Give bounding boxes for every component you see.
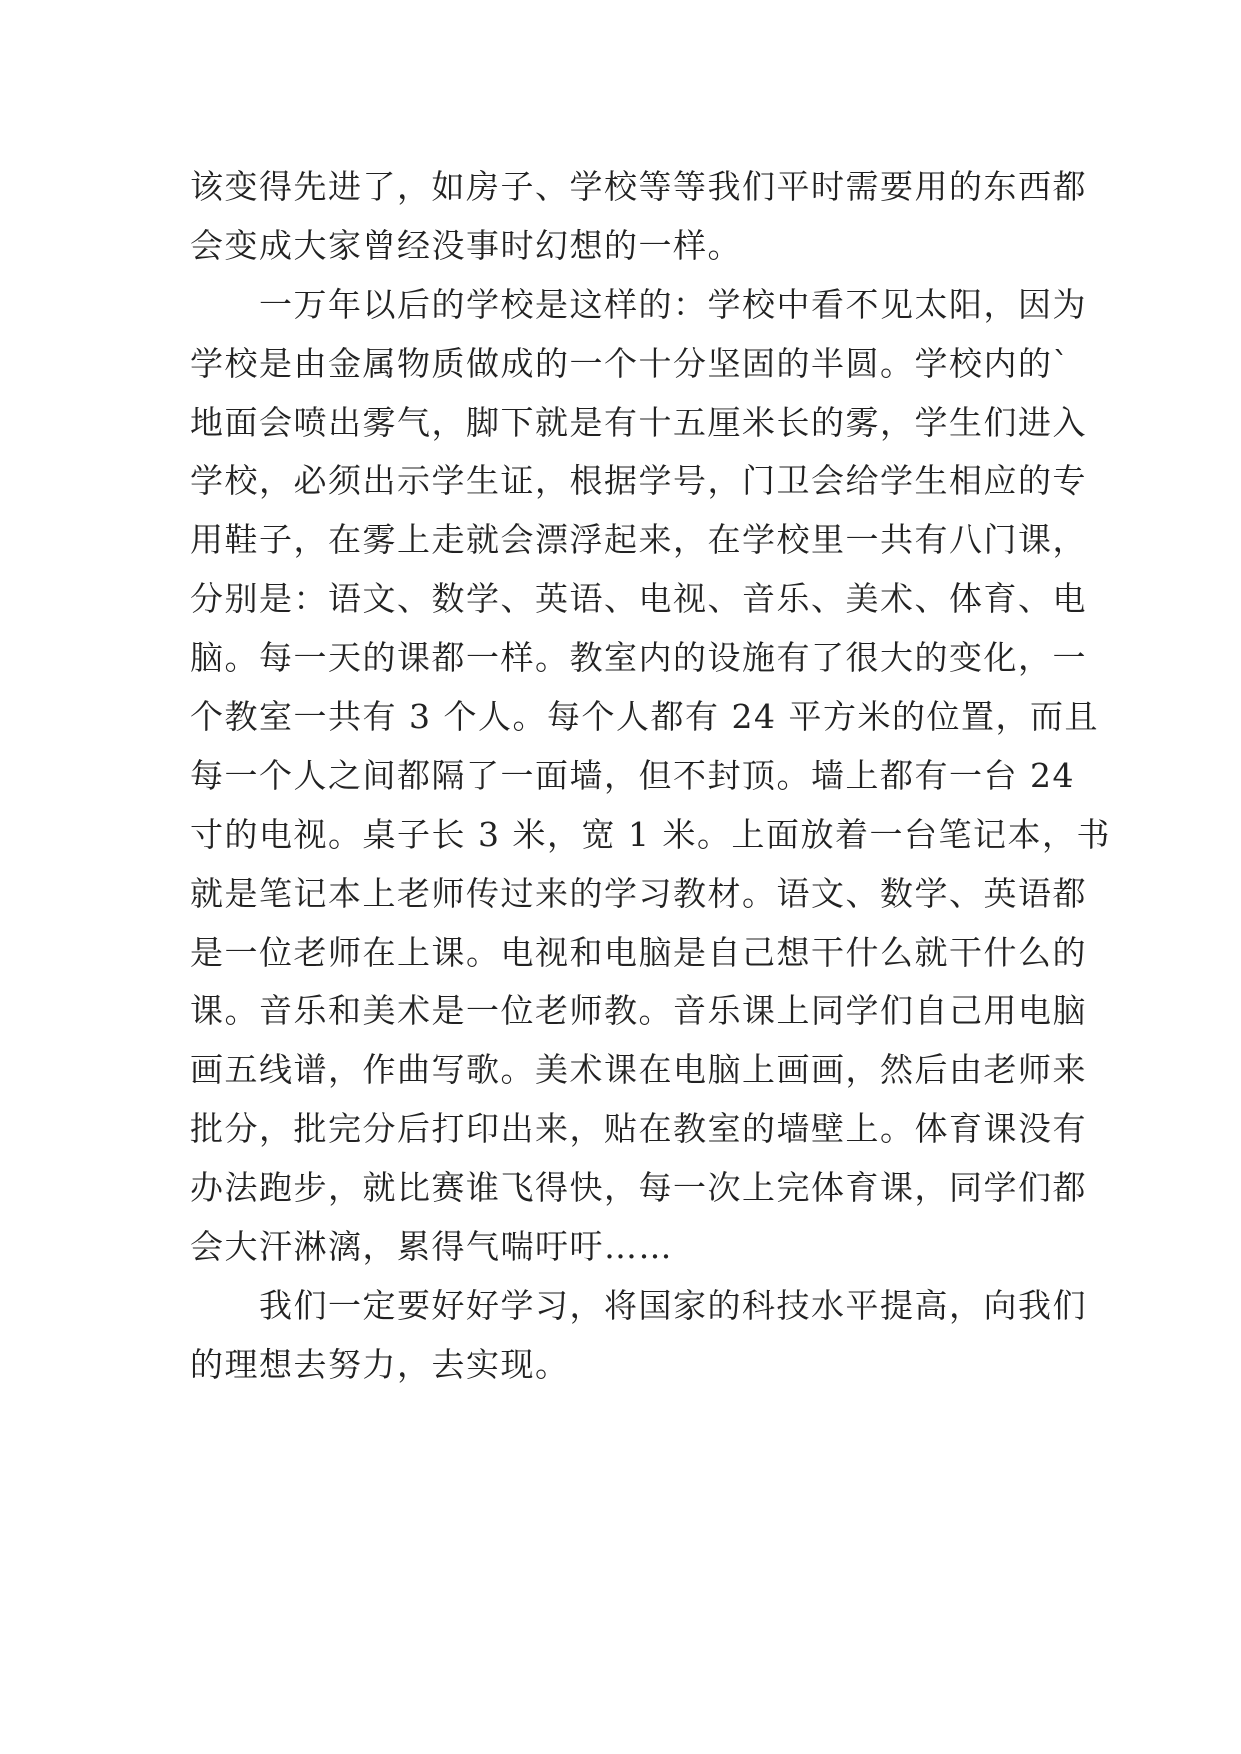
text-line: 脑。每一天的课都一样。教室内的设施有了很大的变化，一 — [190, 638, 1087, 678]
text-line: 的理想去努力，去实现。 — [190, 1344, 570, 1384]
text-line: 个教室一共有 3 个人。每个人都有 24 平方米的位置，而且 — [190, 697, 1099, 737]
text-line: 用鞋子，在雾上走就会漂浮起来，在学校里一共有八门课， — [190, 520, 1087, 560]
text-line: 每一个人之间都隔了一面墙，但不封顶。墙上都有一台 24 — [190, 755, 1075, 795]
document-body — [190, 158, 1111, 1395]
text-line: 我们一定要好好学习，将国家的科技水平提高，向我们 — [190, 1285, 1087, 1325]
text-line: 分别是：语文、数学、英语、电视、音乐、美术、体育、电 — [190, 579, 1087, 619]
text-line: 地面会喷出雾气，脚下就是有十五厘米长的雾，学生们进入 — [190, 402, 1087, 442]
text-line: 一万年以后的学校是这样的：学校中看不见太阳，因为 — [190, 284, 1087, 324]
text-line: 学校，必须出示学生证，根据学号，门卫会给学生相应的专 — [190, 461, 1087, 501]
text-line: 会大汗淋漓，累得气喘吁吁…… — [190, 1227, 673, 1267]
text-line: 课。音乐和美术是一位老师教。音乐课上同学们自己用电脑 — [190, 991, 1087, 1031]
text-line: 画五线谱，作曲写歌。美术课在电脑上画画，然后由老师来 — [190, 1050, 1087, 1090]
paragraph-intro-continued — [190, 158, 1087, 276]
text-line: 是一位老师在上课。电视和电脑是自己想干什么就干什么的 — [190, 932, 1087, 972]
text-line: 批分，批完分后打印出来，贴在教室的墙壁上。体育课没有 — [190, 1109, 1087, 1149]
text-line: 该变得先进了，如房子、学校等等我们平时需要用的东西都 — [190, 167, 1087, 206]
paragraph-school-description — [190, 276, 1111, 1277]
text-line: 学校是由金属物质做成的一个十分坚固的半圆。学校内的` — [190, 343, 1071, 383]
text-line: 办法跑步，就比赛谁飞得快，每一次上完体育课，同学们都 — [190, 1168, 1087, 1208]
text-line: 会变成大家曾经没事时幻想的一样。 — [190, 225, 742, 265]
text-line: 就是笔记本上老师传过来的学习教材。语文、数学、英语都 — [190, 873, 1087, 913]
paragraph-conclusion — [190, 1277, 1087, 1395]
text-line: 寸的电视。桌子长 3 米，宽 1 米。上面放着一台笔记本，书 — [190, 814, 1111, 854]
